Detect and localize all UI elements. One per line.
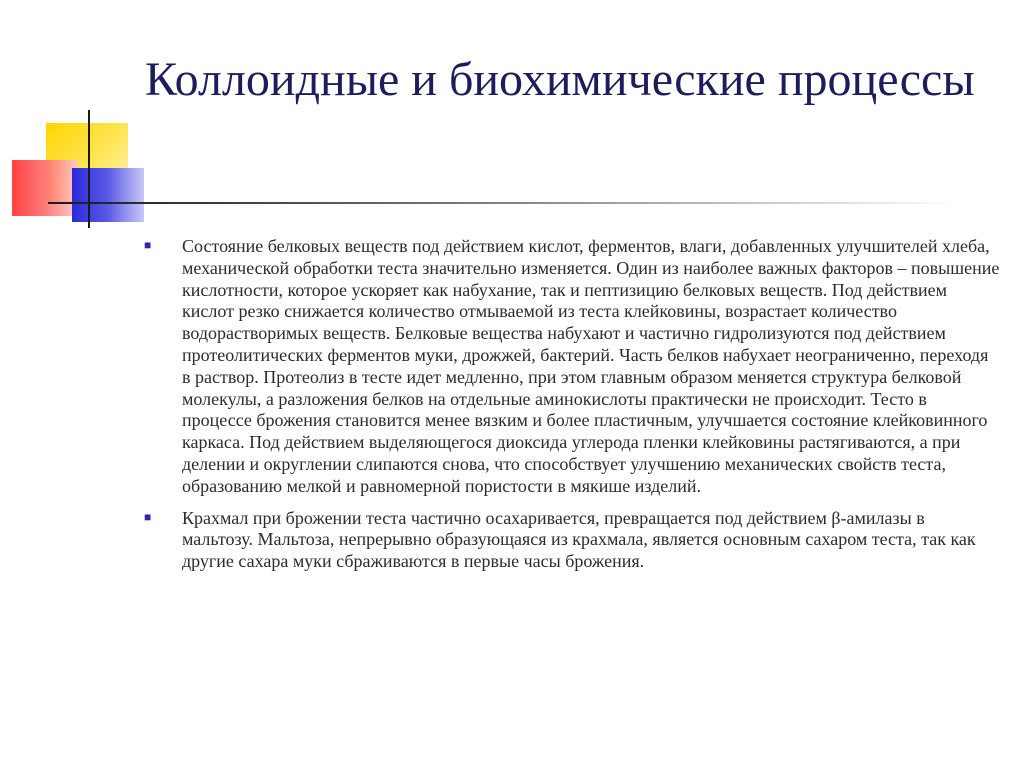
decorative-blue-square — [72, 168, 144, 222]
bullet-text: Крахмал при брожении теста частично осахаривается, превращается под действием β-амилазы в мальтозу. Мальтоза, непрерывно образующаяся из крахмала, является основным сахаром теста, так как другие сахара муки сбраживаются в первые часы брожения. — [182, 507, 976, 572]
bullet-text: Состояние белковых веществ под действием кислот, ферментов, влаги, добавленных улучшителей хлеба, механической обработки теста значительно изменяется. Один из наиболее важных факторов – повышение кислотности, которое ускоряет как набухание, так и пептизицию белковых веществ. Под действием кислот резко снижается количество отмываемой из теста клейковины, возрастает количество водорастворимых веществ. Белковые вещества набухают и частично гидролизуются под действием протеолитических ферментов муки, дрожжей, бактерий. Часть белков набухает неограниченно, переходя в раствор. Протеолиз в тесте идет медленно, при этом главным образом меняется структура белковой молекулы, а разложения белков на отдельные аминокислоты практически не происходит. Тесто в процессе брожения становится менее вязким и более пластичным, улучшается состояние клейковинного каркаса. Под действием выделяющегося диоксида углерода пленки клейковины растягиваются, а при делении и округлении слипаются снова, что способствует улучшению механических свойств теста, образованию мелкой и равномерной пористости в мякише изделий. — [182, 236, 1000, 496]
bullet-item-starch — [140, 508, 1000, 573]
slide-title: Коллоидные и биохимические процессы — [145, 53, 975, 106]
title-underline — [48, 202, 960, 204]
bullet-square-icon: ■ — [144, 509, 152, 524]
bullet-item-protein — [140, 236, 1000, 498]
decorative-red-square — [12, 160, 78, 216]
decorative-vertical-line — [88, 110, 90, 228]
bullet-list — [140, 236, 1000, 583]
bullet-square-icon: ■ — [144, 238, 152, 252]
